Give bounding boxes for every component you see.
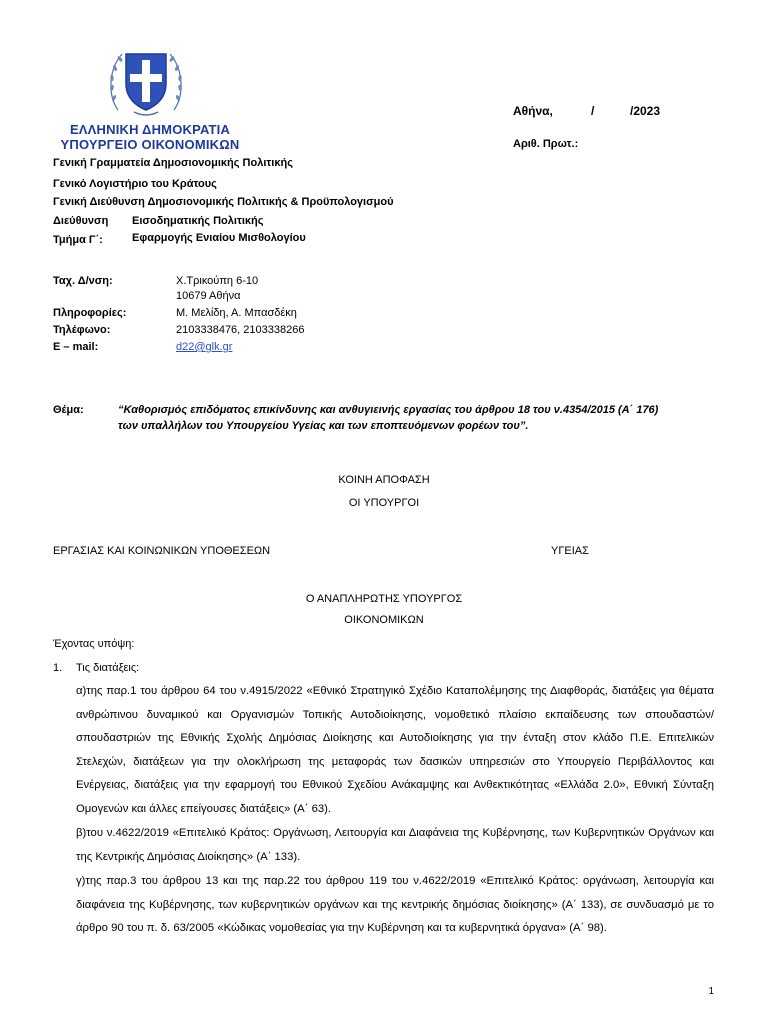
org-line-2: Γενικό Λογιστήριο του Κράτους [53, 178, 217, 190]
phone-value: 2103338476, 2103338266 [176, 324, 305, 336]
info-label: Πληροφορίες: [53, 307, 127, 319]
page-number: 1 [708, 986, 714, 997]
address-label: Ταχ. Δ/νση: [53, 275, 113, 287]
republic-ministry-heading [56, 122, 244, 152]
subject-line-2: των υπαλλήλων του Υπουργείου Υγείας και των εποπτευόμενων φορέων του”. [118, 420, 529, 432]
email-label: E – mail: [53, 341, 99, 353]
finance-heading: ΟΙΚΟΝΟΜΙΚΩΝ [344, 614, 424, 626]
athens-date-label: Αθήνα, [513, 104, 553, 118]
considering-heading: Έχοντας υπόψη: [53, 638, 135, 650]
department-label: Διεύθυνση [53, 215, 109, 227]
protocol-number-label: Αριθ. Πρωτ.: [513, 138, 579, 150]
address-line-1: Χ.Τρικούπη 6-10 [176, 275, 259, 287]
deputy-minister-heading: Ο ΑΝΑΠΛΗΡΩΤΗΣ ΥΠΟΥΡΓΟΣ [305, 593, 463, 605]
ministry-labour: ΕΡΓΑΣΙΑΣ ΚΑΙ ΚΟΙΝΩΝΙΚΩΝ ΥΠΟΘΕΣΕΩΝ [53, 545, 271, 557]
list-item-text: Τις διατάξεις: [76, 662, 140, 674]
section-label: Τμήμα Γ΄: [53, 234, 103, 246]
date-year: /2023 [630, 104, 661, 118]
org-line-3: Γενική Διεύθυνση Δημοσιονομικής Πολιτικής & Προϋπολογισμού [53, 196, 394, 208]
info-value: Μ. Μελίδη, Α. Μπασδέκη [176, 307, 297, 319]
subject-label: Θέμα: [53, 404, 84, 416]
section-value: Εφαρμογής Ενιαίου Μισθολογίου [132, 232, 306, 244]
ministry-name: ΥΠΟΥΡΓΕΙΟ ΟΙΚΟΝΟΜΙΚΩΝ [60, 137, 240, 152]
paragraph-b: β)του ν.4622/2019 «Επιτελικό Κράτος: Οργάνωση, Λειτουργία και Διαφάνεια της Κυβέρνησης, των Κυβερνητικών Οργάνων και της Κεντρικής Δημόσιας Διοίκησης» (Α΄ 133). [76, 827, 714, 863]
address-line-2: 10679 Αθήνα [176, 290, 241, 302]
coat-of-arms-emblem-icon [104, 40, 188, 124]
ministers-heading: ΟΙ ΥΠΟΥΡΓΟΙ [348, 497, 420, 509]
list-item-number: 1. [53, 662, 63, 674]
decision-title: ΚΟΙΝΗ ΑΠΟΦΑΣΗ [338, 474, 430, 486]
paragraph-c: γ)της παρ.3 του άρθρου 13 και της παρ.22 του άρθρου 119 του ν.4622/2019 «Επιτελικό Κράτος: οργάνωση, λειτουργία και διαφάνεια της Κυβέρνησης, των κυβερνητικών οργάνων και της κεντρικής δημόσιας διοίκησης» (Α΄ 133), σε συνδυασμό με το άρθρο 90 του π. δ. 63/2005 «Κώδικας νομοθεσίας για την Κυβέρνηση και τα κυβερνητικά όργανα» (Α΄ 98). [76, 875, 714, 934]
republic-name: ΕΛΛΗΝΙΚΗ ΔΗΜΟΚΡΑΤΙΑ [69, 122, 231, 137]
phone-label: Τηλέφωνο: [53, 324, 111, 336]
ministry-health: ΥΓΕΙΑΣ [551, 545, 589, 557]
org-line-1: Γενική Γραμματεία Δημοσιονομικής Πολιτικής [53, 157, 293, 169]
paragraph-a: α)της παρ.1 του άρθρου 64 του ν.4915/2022 «Εθνικό Στρατηγικό Σχέδιο Καταπολέμησης της Διαφθοράς, διατάξεις για θέματα ανθρώπινου δυναμικού και Οργανισμών Τοπικής Αυτοδιοίκησης, νομοθετικό πλαίσιο εκπαίδευσης των σπουδαστών/σπουδαστριών της Εθνικής Σχολής Δημόσιας Διοίκησης και Αυτοδιοίκησης για την ένταξη στον κλάδο Π.Ε. Επιτελικών Στελεχών, διατάξεων για την ολοκλήρωση της μεταφοράς των δασικών υπηρεσιών στο Υπουργείο Περιβάλλοντος και Ενέργειας, διατάξεις για την εφαρμογή του Εθνικού Σχεδίου Ανάκαμψης και Ανθεκτικότητας «Ελλάδα 2.0», Εθνική Σύνταξη Ομογενών και άλλες επείγουσες διατάξεις» (Α΄ 63). [76, 685, 714, 815]
subject-line-1: “Καθορισμός επιδόματος επικίνδυνης και ανθυγιεινής εργασίας του άρθρου 18 του ν.4354/2015 (Α΄ 176) [118, 404, 659, 416]
date-separator: / [591, 104, 595, 118]
department-value: Εισοδηματικής Πολιτικής [132, 215, 264, 227]
email-link[interactable]: d22@glk.gr [176, 341, 233, 353]
